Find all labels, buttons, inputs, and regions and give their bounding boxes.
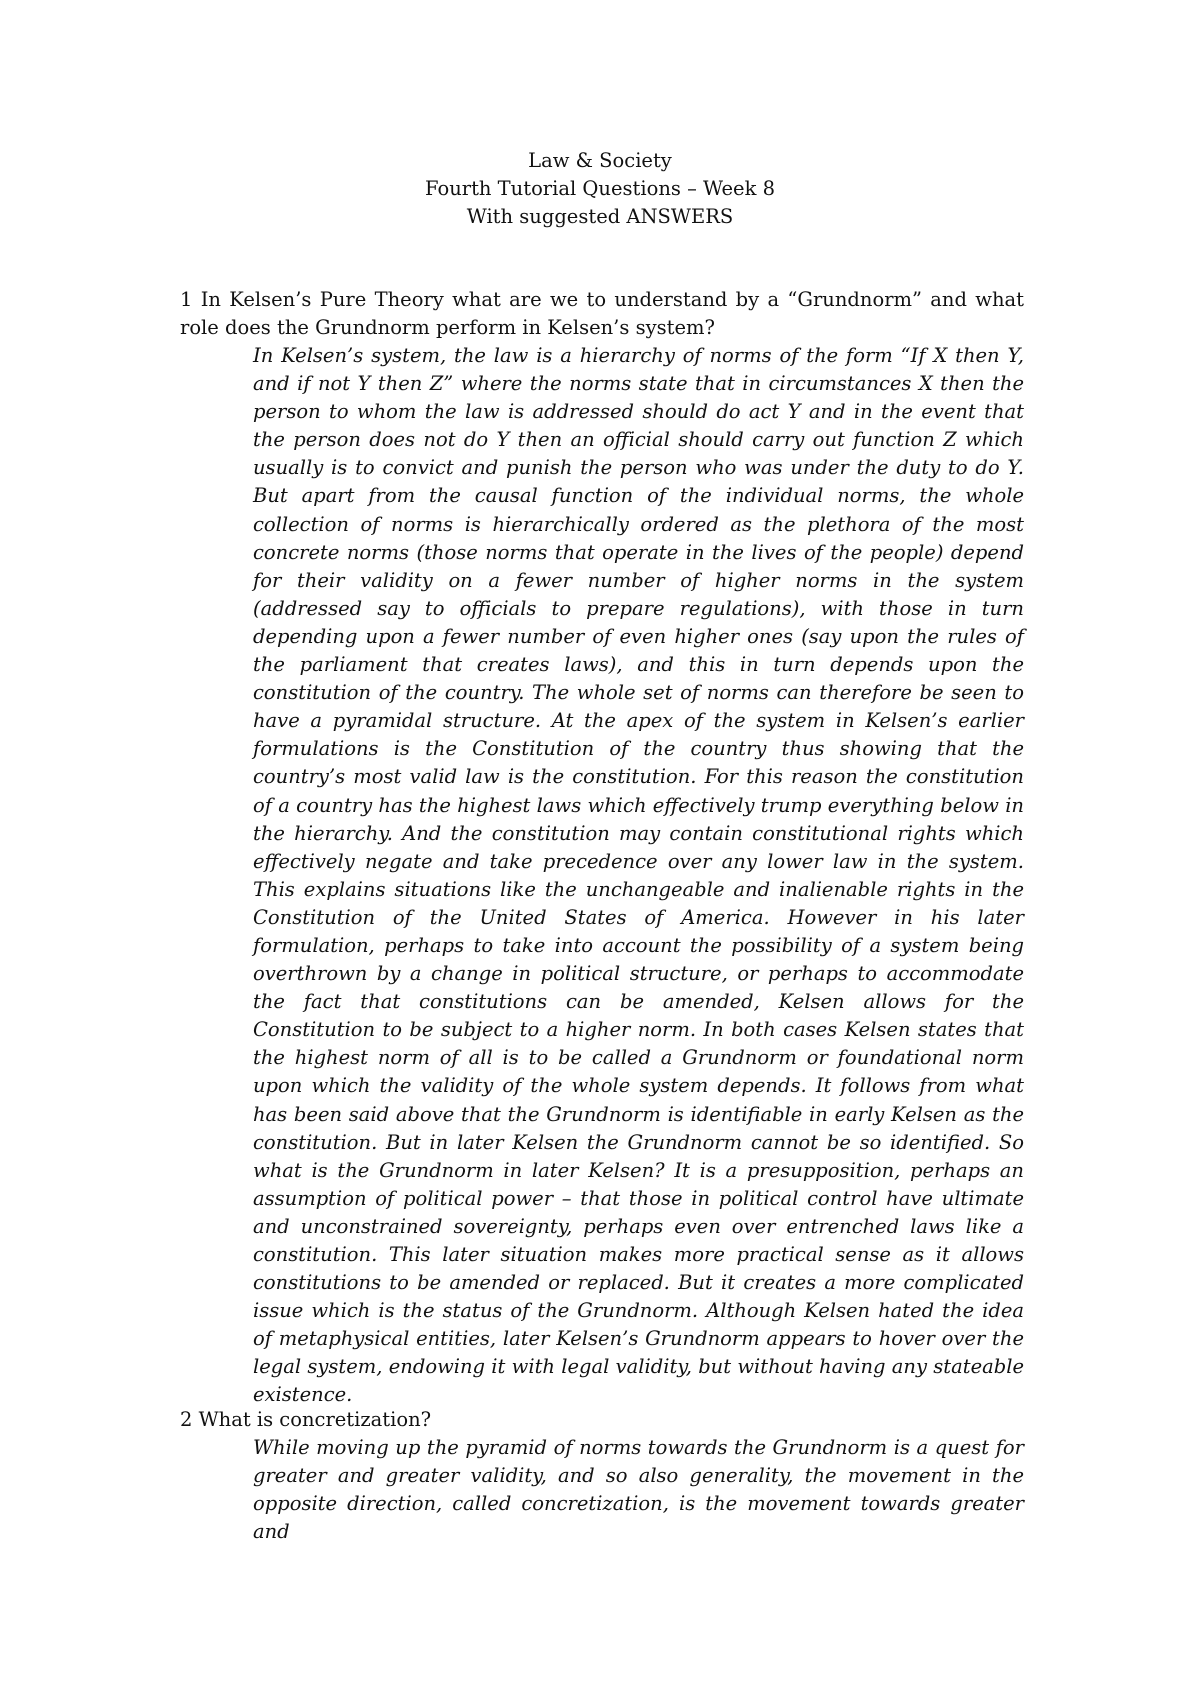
tutorial-subtitle: Fourth Tutorial Questions – Week 8 [424,177,775,200]
course-title: Law & Society [528,149,672,172]
answer-1: In Kelsen’s system, the law is a hierarchy of norms of the form “If X then Y, and if not Y then Z” where the norms state that in circumstances X then the person to whom the law is addressed should do act Y and in the event that the person does not do Y then an official should carry out function Z which usually is to convict and punish the person who was under the duty to do Y. But apart from the causal function of the individual norms, the whole collection of norms is hierarchically ordered as the plethora of the most concrete norms (those norms that operate in the lives of the people) depend for their validity on a fewer number of higher norms in the system (addressed say to officials to prepare regulations), with those in turn depending upon a fewer number of even higher ones (say upon the rules of the parliament that creates laws), and this in turn depends upon the constitution of the country. The whole set of norms can therefore be seen to have a pyramidal structure. At the apex of the system in Kelsen’s earlier formulations is the Constitution of the country thus showing that the country’s most valid law is the constitution. For this reason the constitution of a country has the highest laws which effectively trump everything below in the hierarchy. And the constitution may contain constitutional rights which effectively negate and take precedence over any lower law in the system. This explains situations like the unchangeable and inalienable rights in the Constitution of the United States of America. However in his later formulation, perhaps to take into account the possibility of a system being overthrown by a change in political structure, or perhaps to accommodate the fact that constitutions can be amended, Kelsen allows for the Constitution to be subject to a higher norm. In both cases Kelsen states that the highest norm of all is to be called a Grundnorm or foundational norm upon which the validity of the whole system depends. It follows from what has been said above that the Grundnorm is identifiable in early Kelsen as the constitution. But in later Kelsen the Grundnorm cannot be so identified. So what is the Grundnorm in later Kelsen? It is a presupposition, perhaps an assumption of political power – that those in political control have ultimate and unconstrained sovereignty, perhaps even over entrenched laws like a constitution. This later situation makes more practical sense as it allows constitutions to be amended or replaced. But it creates a more complicated issue which is the status of the Grundnorm. Although Kelsen hated the idea of metaphysical entities, later Kelsen’s Grundnorm appears to hover over the legal system, endowing it with legal validity, but without having any stateable existence. [253,344,1024,1407]
document-header [0,147,1200,231]
answer-2: While moving up the pyramid of norms towards the Grundnorm is a quest for greater and greater validity, and so also generality, the movement in the opposite direction, called concretization, is the movement towards greater and [253,1436,1024,1544]
question-2: 2 What is concretization? [180,1408,432,1431]
answers-note: With suggested ANSWERS [466,205,734,228]
question-1: 1 In Kelsen’s Pure Theory what are we to understand by a “Grundnorm” and what role does the Grundnorm perform in Kelsen’s system? [180,288,1024,339]
